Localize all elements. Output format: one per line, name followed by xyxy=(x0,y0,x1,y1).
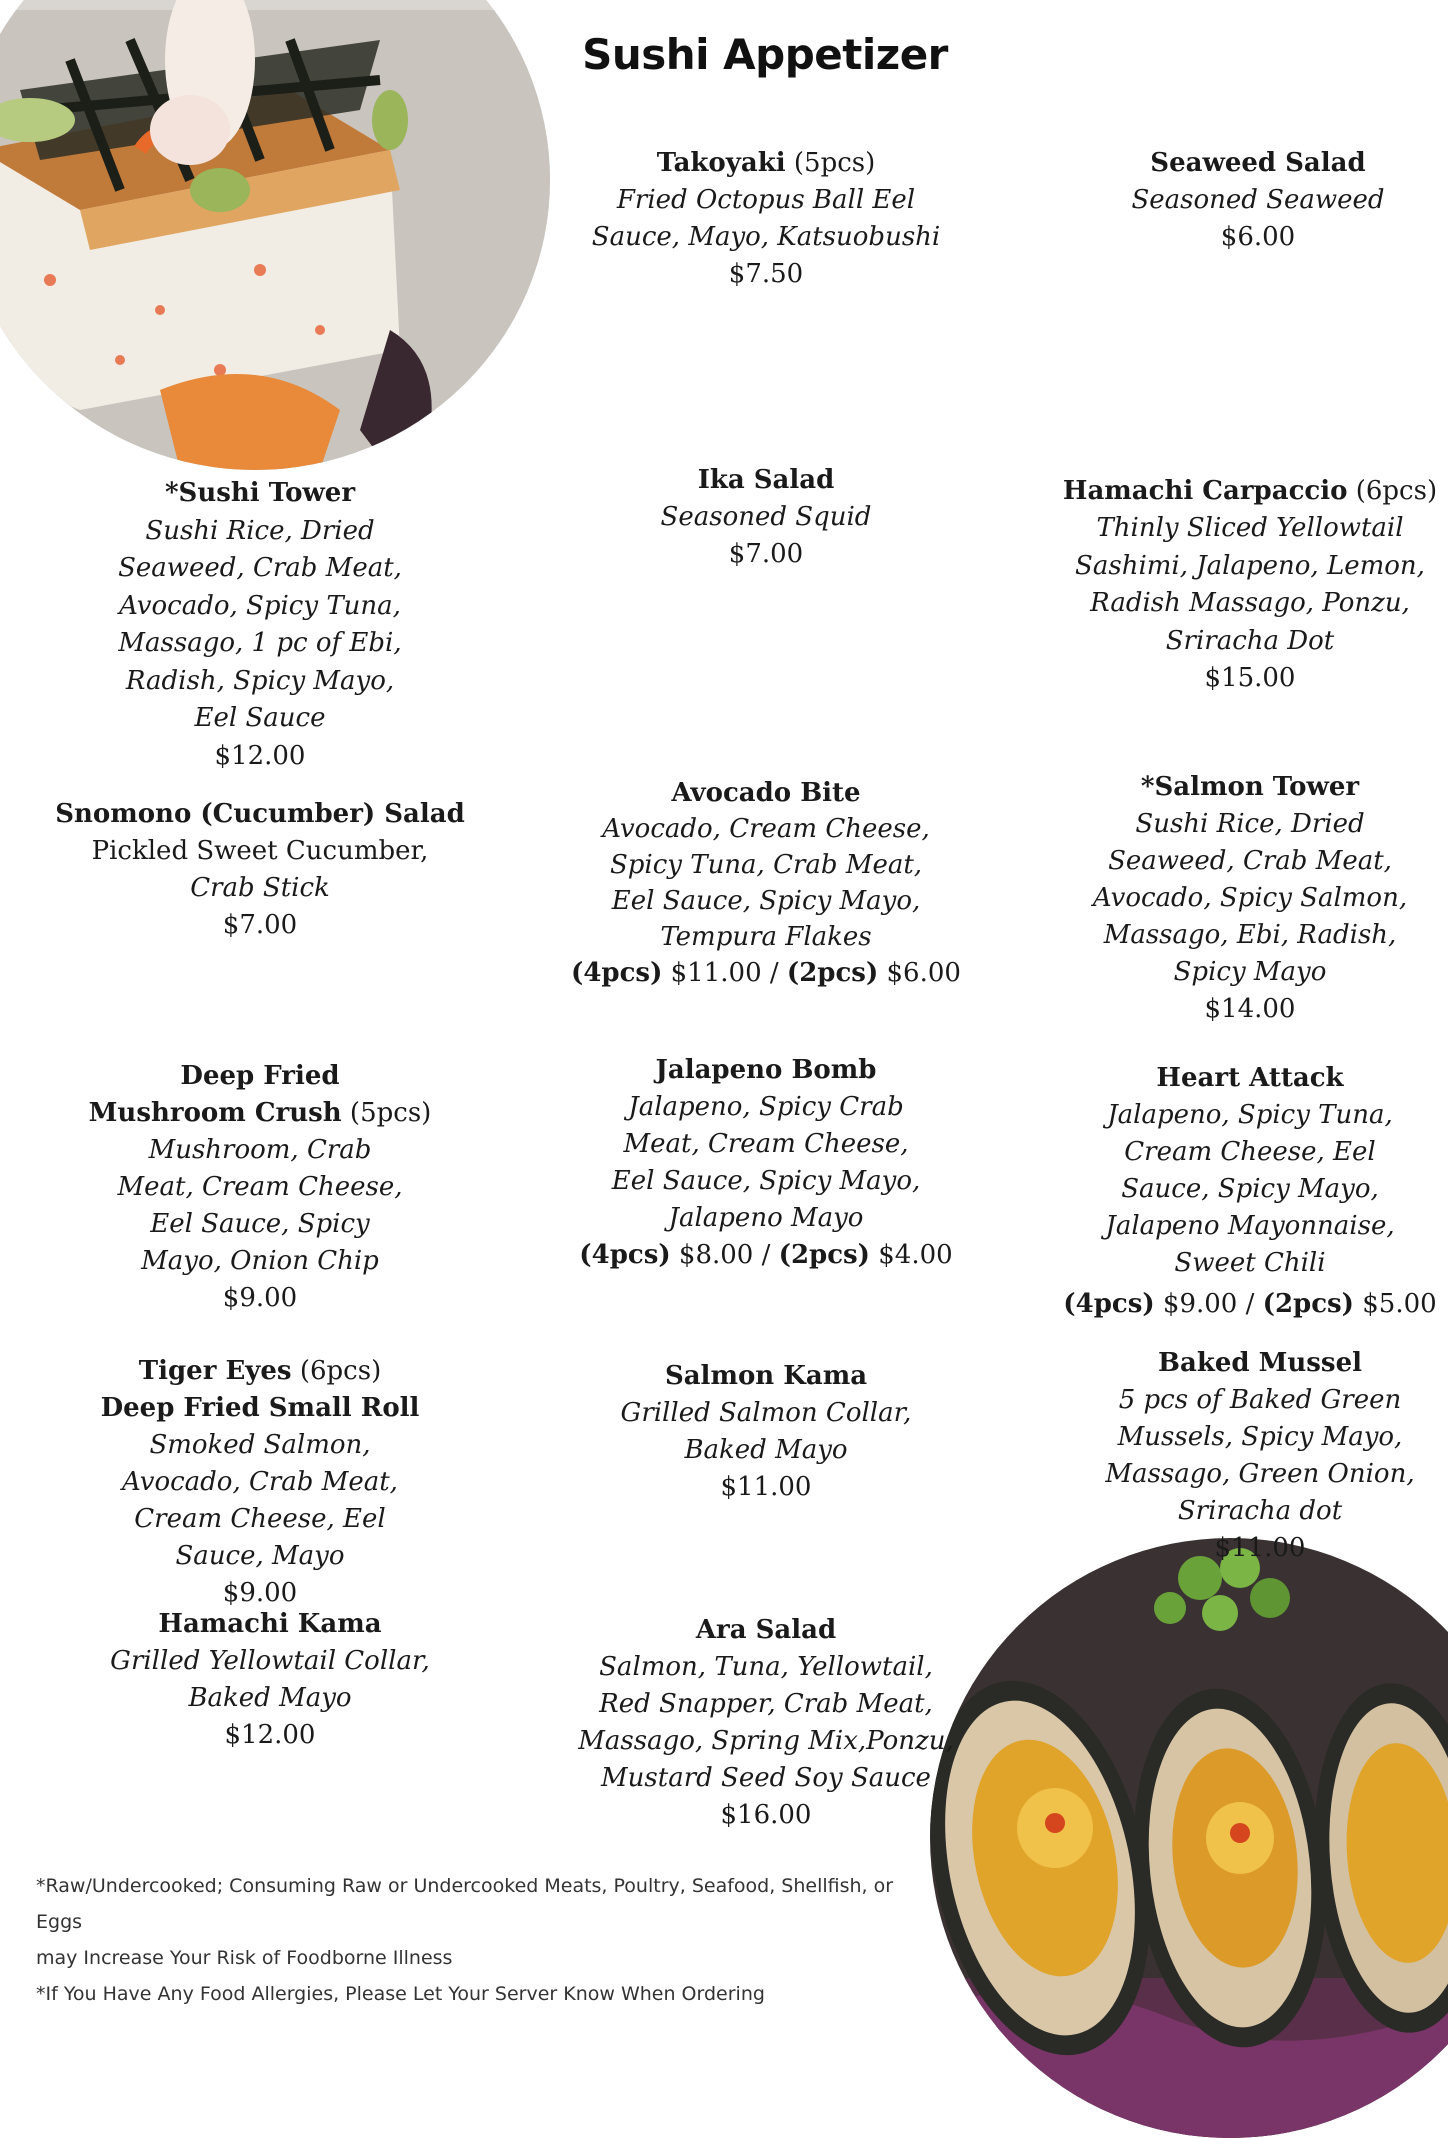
item-name: Tiger Eyes xyxy=(138,1356,292,1386)
menu-item-salmon-kama xyxy=(576,1358,956,1506)
menu-item-salmon-tower xyxy=(1060,769,1440,1028)
menu-item-baked-mussel xyxy=(1060,1345,1448,1567)
item-qty: (6pcs) xyxy=(1347,476,1438,506)
item-description-italic: Crab Stick xyxy=(190,873,330,903)
item-description: 5 pcs of Baked Green Mussels, Spicy Mayo, Massago, Green Onion, Sriracha dot xyxy=(1105,1385,1415,1526)
price-label-4pcs: (4pcs) xyxy=(579,1240,671,1270)
item-qty: (5pcs) xyxy=(341,1098,432,1128)
price-label-2pcs: (2pcs) xyxy=(1262,1289,1354,1319)
price-2pcs: $4.00 xyxy=(869,1240,953,1270)
item-description: Jalapeno, Spicy Crab Meat, Cream Cheese, Eel Sauce, Spicy Mayo, Jalapeno Mayo xyxy=(611,1092,921,1233)
item-price: $11.00 xyxy=(1214,1533,1306,1563)
price-4pcs: $9.00 / xyxy=(1154,1289,1263,1319)
item-price: $15.00 xyxy=(1204,663,1296,693)
sushi-tower-photo xyxy=(0,0,550,470)
item-qty: (6pcs) xyxy=(291,1356,382,1386)
item-name: Ara Salad xyxy=(695,1615,837,1645)
menu-item-sushi-tower xyxy=(70,475,450,775)
item-price: $7.00 xyxy=(728,539,804,569)
menu-item-tiger-eyes xyxy=(70,1353,450,1612)
item-price: $12.00 xyxy=(214,740,306,771)
item-price: $11.00 xyxy=(720,1472,812,1502)
item-description: Grilled Salmon Collar, Baked Mayo xyxy=(620,1398,912,1465)
raw-warning-cont: may Increase Your Risk of Foodborne Illness xyxy=(36,1947,453,1969)
item-description: Jalapeno, Spicy Tuna, Cream Cheese, Eel Sauce, Spicy Mayo, Jalapeno Mayonnaise, Sweet Chili xyxy=(1105,1100,1395,1278)
price-label-4pcs: (4pcs) xyxy=(571,958,663,988)
item-description: Avocado, Cream Cheese, Spicy Tuna, Crab Meat, Eel Sauce, Spicy Mayo, Tempura Flakes xyxy=(602,814,930,952)
allergy-warning: *If You Have Any Food Allergies, Please Let Your Server Know When Ordering xyxy=(36,1983,765,2005)
item-name: Hamachi Kama xyxy=(158,1609,382,1639)
item-name: Takoyaki xyxy=(656,148,786,178)
menu-item-heart-attack xyxy=(1055,1060,1445,1323)
item-description: Thinly Sliced Yellowtail Sashimi, Jalapeno, Lemon, Radish Massago, Ponzu, Sriracha Dot xyxy=(1075,513,1425,656)
item-name: Jalapeno Bomb xyxy=(655,1055,877,1085)
item-name: Snomono (Cucumber) Salad xyxy=(55,799,465,829)
menu-item-seaweed-salad xyxy=(1068,145,1448,256)
item-description: Fried Octopus Ball Eel Sauce, Mayo, Katsuobushi xyxy=(591,185,941,252)
item-name: Heart Attack xyxy=(1156,1063,1344,1093)
item-price: $7.00 xyxy=(222,910,298,940)
item-price: $12.00 xyxy=(224,1720,316,1750)
item-description: Salmon, Tuna, Yellowtail, Red Snapper, Crab Meat, Massago, Spring Mix,Ponzu, Mustard Seed Soy Sauce xyxy=(578,1652,954,1793)
item-price xyxy=(1055,1286,1445,1323)
item-name: Deep Fried xyxy=(180,1061,340,1091)
item-price: $6.00 xyxy=(1220,222,1296,252)
item-price xyxy=(566,1237,966,1274)
page-title: Sushi Appetizer xyxy=(582,30,948,79)
item-name: Salmon Kama xyxy=(664,1361,868,1391)
footnotes xyxy=(36,1868,936,2012)
raw-warning: *Raw/Undercooked; Consuming Raw or Undercooked Meats, Poultry, Seafood, Shellfish, or Eggs xyxy=(36,1875,894,1933)
price-4pcs: $11.00 / xyxy=(662,958,787,988)
baked-mussel-photo xyxy=(930,1538,1448,2138)
item-name: *Salmon Tower xyxy=(1140,772,1360,802)
item-description: Sushi Rice, Dried Seaweed, Crab Meat, Avocado, Spicy Tuna, Massago, 1 pc of Ebi, Radish, Spicy Mayo, Eel Sauce xyxy=(118,515,402,733)
menu-item-mushroom-crush xyxy=(70,1058,450,1317)
price-4pcs: $8.00 / xyxy=(670,1240,779,1270)
item-description: Seasoned Seaweed xyxy=(1131,185,1385,215)
item-qty: (5pcs) xyxy=(785,148,876,178)
price-2pcs: $6.00 xyxy=(878,958,961,988)
menu-item-takoyaki xyxy=(576,145,956,293)
item-description: Mushroom, Crab Meat, Cream Cheese, Eel Sauce, Spicy Mayo, Onion Chip xyxy=(117,1135,403,1276)
menu-item-snomono-salad xyxy=(50,796,470,944)
item-description: Grilled Yellowtail Collar, Baked Mayo xyxy=(110,1646,430,1713)
menu-item-hamachi-kama xyxy=(80,1606,460,1754)
item-price xyxy=(566,955,966,991)
item-name: Baked Mussel xyxy=(1158,1348,1362,1378)
price-2pcs: $5.00 xyxy=(1353,1289,1437,1319)
item-name-line2: Mushroom Crush xyxy=(88,1098,342,1128)
item-price: $9.00 xyxy=(222,1283,298,1313)
menu-item-hamachi-carpaccio xyxy=(1030,473,1448,697)
item-description: Pickled Sweet Cucumber, xyxy=(91,836,429,866)
price-label-2pcs: (2pcs) xyxy=(778,1240,870,1270)
item-name: Avocado Bite xyxy=(671,778,861,808)
price-label-2pcs: (2pcs) xyxy=(786,958,879,988)
item-price: $16.00 xyxy=(720,1800,812,1830)
item-name: *Sushi Tower xyxy=(164,478,356,508)
item-price: $7.50 xyxy=(728,259,804,289)
item-price: $9.00 xyxy=(222,1578,298,1608)
item-price: $14.00 xyxy=(1204,994,1296,1024)
item-description: Seasoned Squid xyxy=(660,502,872,532)
item-name: Ika Salad xyxy=(697,465,835,495)
price-label-4pcs: (4pcs) xyxy=(1063,1289,1155,1319)
item-description: Smoked Salmon, Avocado, Crab Meat, Cream Cheese, Eel Sauce, Mayo xyxy=(122,1430,398,1571)
menu-item-ika-salad xyxy=(576,462,956,573)
menu-item-ara-salad xyxy=(576,1612,956,1834)
item-name: Hamachi Carpaccio xyxy=(1062,476,1348,506)
menu-item-avocado-bite xyxy=(566,775,966,991)
item-name: Seaweed Salad xyxy=(1150,148,1366,178)
menu-item-jalapeno-bomb xyxy=(566,1052,966,1274)
item-subtitle: Deep Fried Small Roll xyxy=(100,1393,420,1423)
item-description: Sushi Rice, Dried Seaweed, Crab Meat, Avocado, Spicy Salmon, Massago, Ebi, Radish, Spicy Mayo xyxy=(1092,809,1408,987)
